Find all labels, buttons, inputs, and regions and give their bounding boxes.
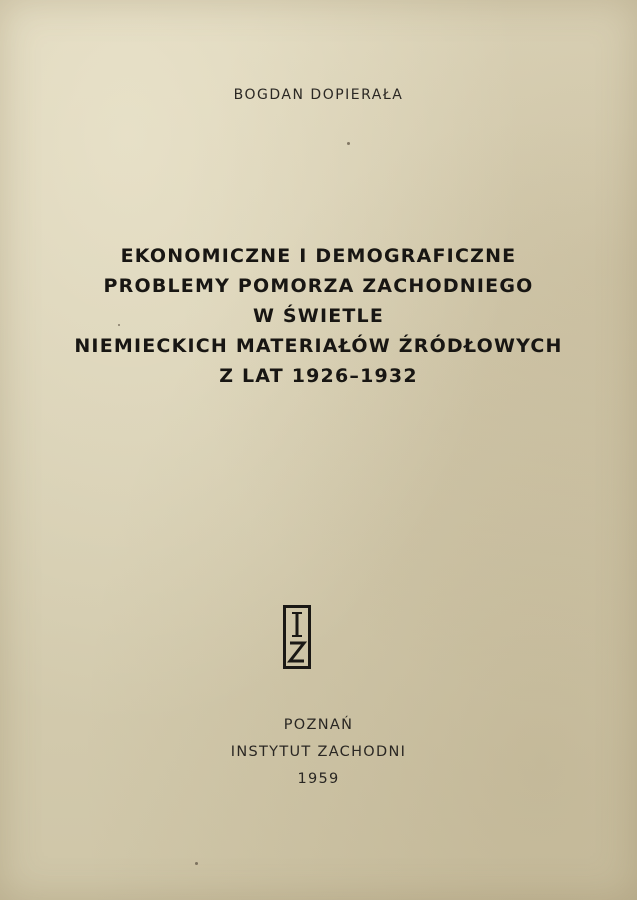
imprint — [0, 712, 637, 793]
iz-publisher-logo-icon — [283, 605, 311, 669]
title-line: EKONOMICZNE I DEMOGRAFICZNE — [120, 245, 517, 267]
imprint-year: 1959 — [297, 771, 340, 787]
title-line: NIEMIECKICH MATERIAŁÓW ŹRÓDŁOWYCH — [74, 335, 563, 357]
author-name: BOGDAN DOPIERAŁA — [233, 87, 404, 103]
title-line: PROBLEMY POMORZA ZACHODNIEGO — [103, 275, 534, 297]
paper-speck — [118, 324, 120, 326]
title-line: Z LAT 1926–1932 — [219, 365, 418, 387]
imprint-publisher: INSTYTUT ZACHODNI — [230, 744, 407, 760]
paper-speck — [195, 862, 198, 865]
paper-speck — [347, 142, 350, 145]
title-line: W ŚWIETLE — [252, 305, 385, 327]
imprint-city: POZNAŃ — [283, 717, 354, 733]
book-title — [0, 241, 637, 391]
